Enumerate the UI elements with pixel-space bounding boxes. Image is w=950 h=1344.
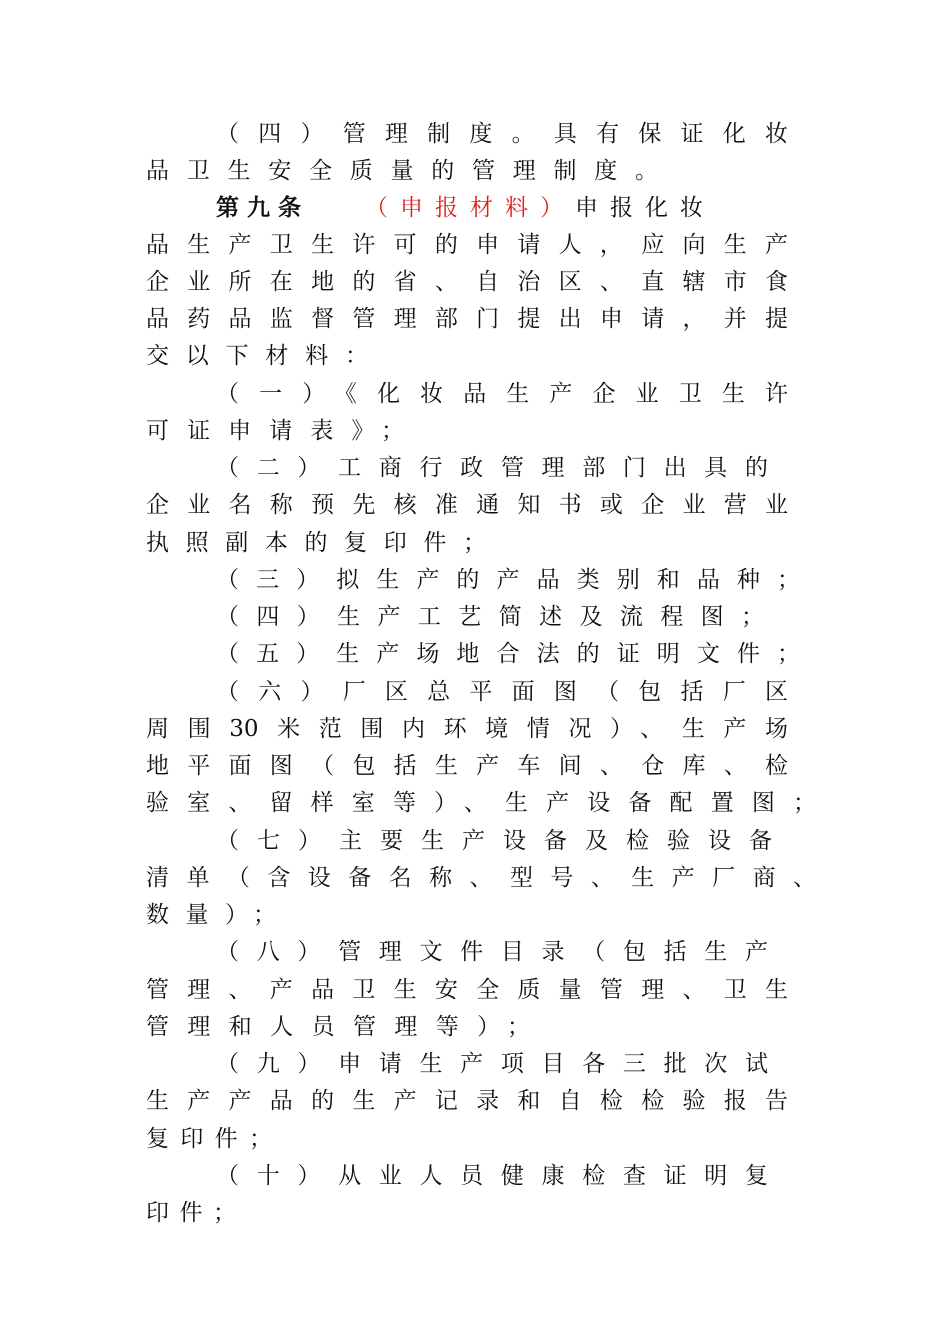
- paragraph-line: 品药品监督管理部门提出申请，并提: [146, 306, 788, 332]
- article-heading: [216, 194, 776, 222]
- list-item-line: （二）工商行政管理部门出具的: [216, 455, 768, 481]
- article-number: 第九条: [216, 195, 309, 221]
- paragraph-line: 品卫生安全质量的管理制度。: [146, 158, 658, 184]
- list-item-line: 可证申请表》；: [146, 418, 404, 444]
- list-item-line: 生产产品的生产记录和自检检验报告: [146, 1088, 788, 1114]
- paragraph-line: （四）管理制度。具有保证化妆: [216, 121, 788, 147]
- list-item-line: 地平面图（包括生产车间、仓库、检: [146, 753, 788, 779]
- list-item-line: （八）管理文件目录（包括生产: [216, 939, 768, 965]
- list-item-line: 印件；: [146, 1200, 236, 1226]
- list-item-line: 周围30米范围内环境情况）、生产场: [146, 716, 788, 742]
- list-item-line: （七）主要生产设备及检验设备: [216, 828, 772, 854]
- paragraph-line: 企业所在地的省、自治区、直辖市食: [146, 269, 788, 295]
- list-item-line: 复印件；: [146, 1126, 272, 1152]
- list-item-line: 执照副本的复印件；: [146, 530, 486, 556]
- list-item-line: （九）申请生产项目各三批次试: [216, 1051, 768, 1077]
- list-item-line: 数量）；: [146, 902, 276, 928]
- list-item-line: （四）生产工艺简述及流程图；: [216, 604, 764, 630]
- paragraph-line: 交以下材料：: [146, 343, 368, 369]
- list-item-line: （五）生产场地合法的证明文件；: [216, 641, 800, 667]
- list-item-line: （六）厂区总平面图（包括厂区: [216, 679, 788, 705]
- list-item-line: （十）从业人员健康检查证明复: [216, 1163, 768, 1189]
- list-item-line: 管理和人员管理等）；: [146, 1014, 530, 1040]
- list-item-line: （一）《化妆品生产企业卫生许: [216, 381, 788, 407]
- list-item-line: 企业名称预先核准通知书或企业营业: [146, 492, 788, 518]
- list-item-line: 管理、产品卫生安全质量管理、卫生: [146, 977, 788, 1003]
- article-text-start: 申报化妆: [575, 195, 715, 221]
- list-item-line: 验室、留样室等）、生产设备配置图；: [146, 790, 816, 816]
- article-title: （申报材料）: [365, 195, 575, 221]
- list-item-line: 清单（含设备名称、型号、生产厂商、: [146, 865, 816, 891]
- paragraph-line: 品生产卫生许可的申请人，应向生产: [146, 232, 788, 258]
- list-item-line: （三）拟生产的产品类别和品种；: [216, 567, 800, 593]
